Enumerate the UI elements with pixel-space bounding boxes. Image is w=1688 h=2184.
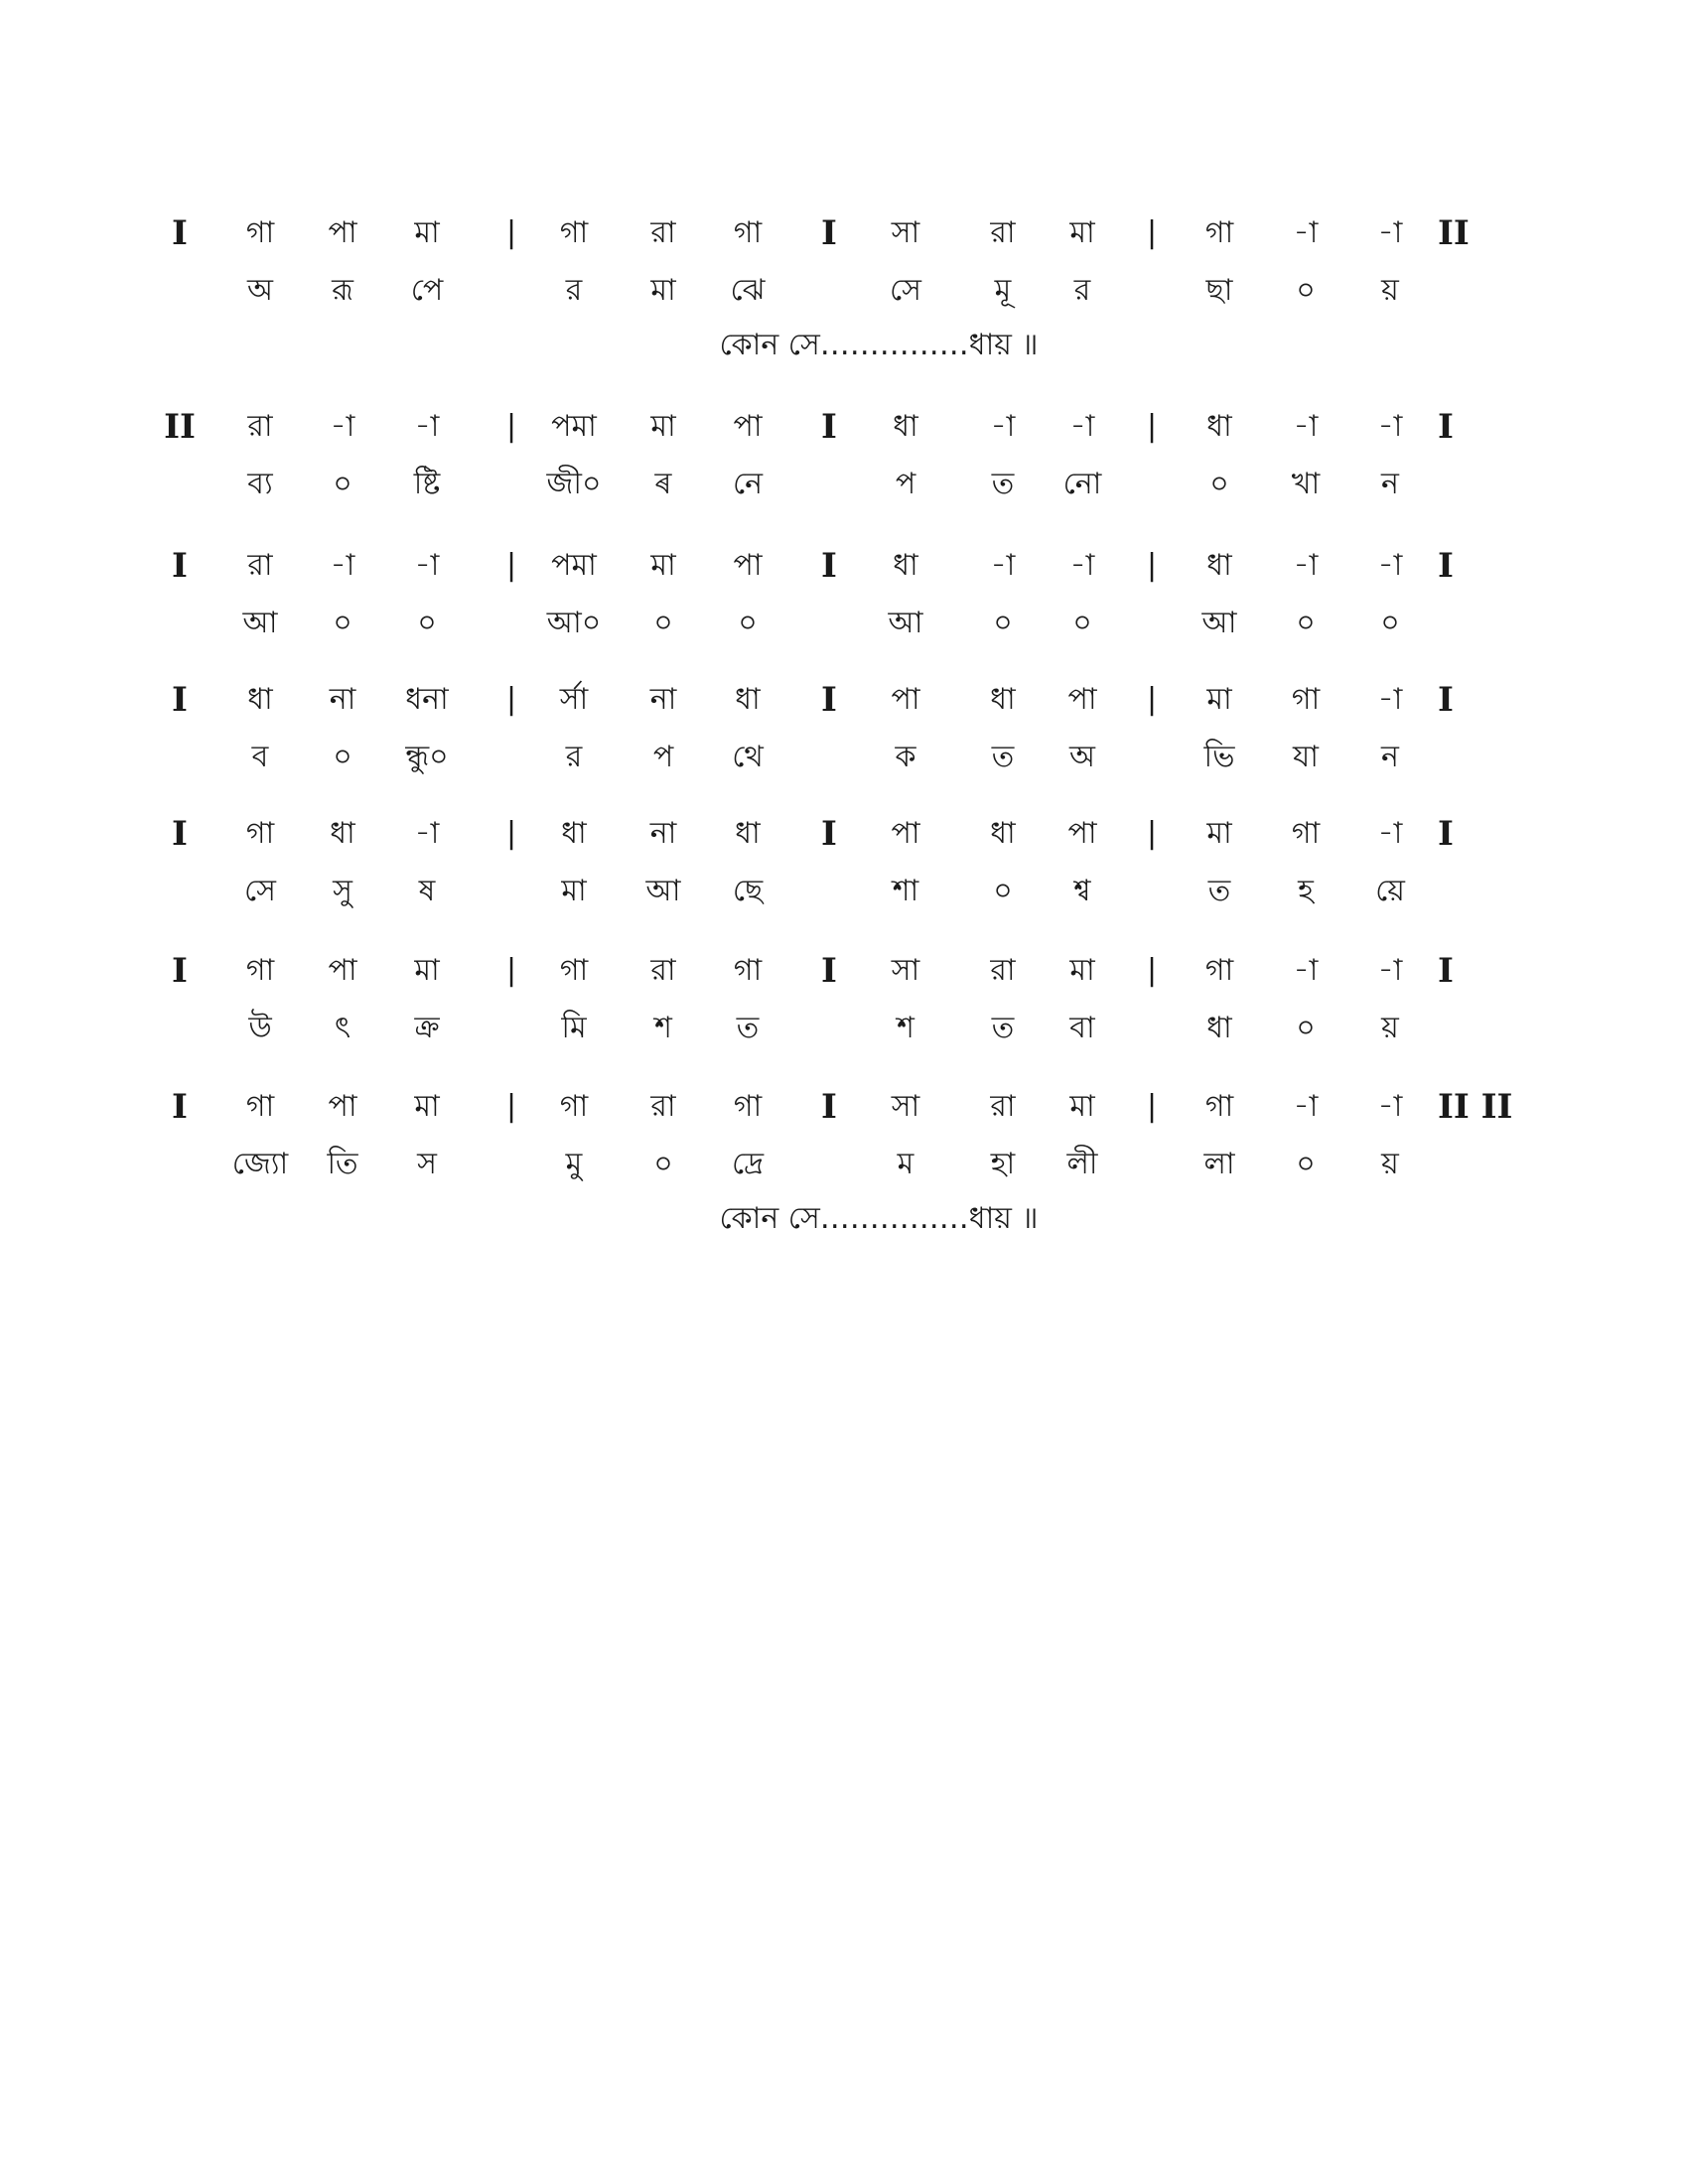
note: পা — [1067, 816, 1097, 851]
note: র্সা — [559, 682, 589, 717]
barline: | — [505, 215, 517, 250]
lyric-syllable: লা — [1203, 1147, 1235, 1181]
lyric-syllable: ক্র — [414, 1011, 440, 1045]
barline: I — [821, 814, 837, 854]
lyric-syllable: আ — [888, 606, 923, 640]
note: পা — [328, 1089, 357, 1124]
note: -া — [1377, 409, 1403, 444]
note-row — [0, 941, 1688, 1001]
barline: | — [1146, 953, 1158, 988]
lyric-syllable: জী০ — [546, 467, 602, 501]
note: গা — [245, 953, 275, 988]
note: -া — [1293, 1089, 1319, 1124]
barline: | — [505, 816, 517, 851]
lyric-syllable: থে — [732, 740, 764, 774]
lyric-syllable: ন — [1381, 467, 1399, 501]
barline: | — [1146, 1089, 1158, 1124]
lyric-syllable: হা — [990, 1147, 1016, 1181]
lyric-syllable: অ — [1069, 740, 1095, 774]
note: মা — [414, 1089, 440, 1124]
lyric-row — [0, 594, 1688, 653]
lyric-syllable: ম — [897, 1147, 914, 1181]
lyric-row — [0, 1135, 1688, 1194]
note: -া — [1377, 215, 1403, 250]
note: ধা — [735, 816, 761, 851]
note: গা — [1204, 1089, 1234, 1124]
note: মা — [1206, 682, 1232, 717]
barline: I — [821, 407, 837, 447]
lyric-syllable: র — [565, 273, 583, 308]
note: রা — [650, 215, 676, 250]
lyric-syllable: খা — [1291, 467, 1321, 501]
lyric-syllable: ষ্টি — [413, 467, 441, 501]
note: -া — [990, 409, 1016, 444]
start-barline: I — [172, 951, 188, 991]
lyric-syllable: ষ — [418, 874, 436, 908]
lyric-syllable: ব্য — [247, 467, 273, 501]
end-barline: I — [1438, 680, 1454, 720]
note: -া — [1377, 816, 1403, 851]
lyric-syllable: প — [652, 740, 674, 774]
lyric-row — [0, 455, 1688, 514]
lyric-syllable: ০ — [1209, 467, 1229, 501]
note: -া — [1293, 215, 1319, 250]
start-barline: II — [164, 407, 196, 447]
note: -া — [1377, 682, 1403, 717]
note: ধনা — [405, 682, 449, 717]
note: মা — [1069, 953, 1095, 988]
note: -া — [414, 816, 440, 851]
lyric-syllable: বা — [1069, 1011, 1095, 1045]
lyric-syllable: আ — [242, 606, 278, 640]
note: পা — [891, 682, 920, 717]
barline: | — [505, 953, 517, 988]
lyric-syllable: সু — [333, 874, 352, 908]
barline: I — [821, 951, 837, 991]
lyric-syllable: ০ — [653, 1147, 673, 1181]
lyric-syllable: ০ — [1296, 1147, 1316, 1181]
lyric-syllable: প — [895, 467, 916, 501]
note: ধা — [330, 816, 355, 851]
end-barline: I — [1438, 407, 1454, 447]
lyric-syllable: ছা — [1205, 273, 1233, 308]
note: মা — [414, 953, 440, 988]
end-barline: I — [1438, 814, 1454, 854]
start-barline: I — [172, 546, 188, 586]
lyric-syllable: হ — [1298, 874, 1314, 908]
lyric-syllable: ত — [991, 740, 1015, 774]
refrain-line: কোন সে……………ধায় ॥ — [719, 1201, 1039, 1236]
note: ধা — [990, 816, 1016, 851]
lyric-syllable: নে — [732, 467, 764, 501]
note: রা — [650, 953, 676, 988]
lyric-syllable: ত — [1207, 874, 1231, 908]
refrain-line: কোন সে……………ধায় ॥ — [719, 328, 1039, 362]
end-barline: II II — [1438, 1087, 1513, 1127]
start-barline: I — [172, 680, 188, 720]
lyric-syllable: ব — [251, 740, 269, 774]
note: না — [329, 682, 356, 717]
lyric-syllable: সে — [244, 874, 276, 908]
note: মা — [650, 548, 676, 583]
note: -া — [1293, 409, 1319, 444]
lyric-syllable: তি — [327, 1147, 358, 1181]
note-row — [0, 1077, 1688, 1137]
lyric-syllable: লী — [1066, 1147, 1098, 1181]
note: -া — [1377, 953, 1403, 988]
lyric-syllable: ত — [991, 467, 1015, 501]
barline: | — [1146, 682, 1158, 717]
note: গা — [559, 953, 589, 988]
lyric-syllable: য় — [1381, 1011, 1399, 1045]
end-barline: I — [1438, 546, 1454, 586]
note: গা — [559, 215, 589, 250]
note: গা — [245, 215, 275, 250]
barline: I — [821, 213, 837, 253]
lyric-syllable: ০ — [333, 740, 352, 774]
lyric-syllable: ০ — [333, 467, 352, 501]
lyric-syllable: মূ — [994, 273, 1012, 308]
note: পা — [733, 409, 763, 444]
lyric-syllable: শ — [897, 1011, 914, 1045]
note: -া — [1069, 409, 1095, 444]
note: পা — [328, 215, 357, 250]
lyric-row — [0, 728, 1688, 787]
lyric-syllable: য়ে — [1375, 874, 1405, 908]
lyric-syllable: দ্রে — [731, 1147, 765, 1181]
lyric-syllable: মা — [561, 874, 587, 908]
lyric-syllable: সে — [890, 273, 921, 308]
note: -া — [1069, 548, 1095, 583]
note: ধা — [561, 816, 587, 851]
note: -া — [1377, 1089, 1403, 1124]
note: পা — [891, 816, 920, 851]
end-barline: II — [1438, 213, 1470, 253]
lyric-syllable: মা — [650, 273, 676, 308]
note: গা — [245, 1089, 275, 1124]
note: না — [649, 682, 677, 717]
lyric-syllable: শা — [892, 874, 919, 908]
barline: I — [821, 680, 837, 720]
note: গা — [733, 215, 763, 250]
note: -া — [1293, 548, 1319, 583]
start-barline: I — [172, 213, 188, 253]
barline: | — [505, 548, 517, 583]
lyric-syllable: য় — [1381, 273, 1399, 308]
note: রা — [650, 1089, 676, 1124]
note: পা — [733, 548, 763, 583]
lyric-syllable: মু — [565, 1147, 583, 1181]
lyric-syllable: শ — [654, 1011, 672, 1045]
start-barline: I — [172, 814, 188, 854]
lyric-syllable: ৎ — [334, 1011, 352, 1045]
lyric-syllable: মি — [561, 1011, 587, 1045]
barline: I — [821, 1087, 837, 1127]
barline: I — [821, 546, 837, 586]
lyric-syllable: আ — [645, 874, 681, 908]
lyric-syllable: য় — [1381, 1147, 1399, 1181]
barline: | — [505, 682, 517, 717]
note: -া — [414, 548, 440, 583]
note: ধা — [735, 682, 761, 717]
note: গা — [1204, 215, 1234, 250]
lyric-syllable: ত — [991, 1011, 1015, 1045]
note: ধা — [990, 682, 1016, 717]
lyric-syllable: উ — [248, 1011, 272, 1045]
lyric-syllable: ০ — [333, 606, 352, 640]
note: -া — [1377, 548, 1403, 583]
lyric-syllable: ০ — [1380, 606, 1400, 640]
note: মা — [650, 409, 676, 444]
note: গা — [1291, 816, 1321, 851]
note: গা — [733, 1089, 763, 1124]
lyric-syllable: র — [1073, 273, 1091, 308]
lyric-syllable: ০ — [738, 606, 758, 640]
lyric-syllable: ০ — [993, 606, 1013, 640]
lyric-syllable: ছে — [732, 874, 764, 908]
lyric-syllable: ৰ — [654, 467, 672, 501]
note: সা — [891, 215, 920, 250]
lyric-syllable: ঝে — [730, 273, 766, 308]
note: -া — [330, 409, 355, 444]
note: ধা — [893, 409, 918, 444]
barline: | — [1146, 409, 1158, 444]
note: মা — [1069, 1089, 1095, 1124]
note: রা — [247, 409, 273, 444]
note: রা — [990, 1089, 1016, 1124]
lyric-syllable: ০ — [1296, 1011, 1316, 1045]
note: সা — [891, 1089, 920, 1124]
note: ধা — [1206, 548, 1232, 583]
note: রা — [247, 548, 273, 583]
note: পমা — [551, 548, 597, 583]
note: মা — [1206, 816, 1232, 851]
lyric-syllable: ০ — [1296, 273, 1316, 308]
barline: | — [1146, 548, 1158, 583]
note-row — [0, 804, 1688, 864]
note: গা — [733, 953, 763, 988]
lyric-syllable: নো — [1062, 467, 1102, 501]
note: পা — [328, 953, 357, 988]
lyric-syllable: ন্ধু০ — [405, 740, 449, 774]
lyric-syllable: জ্যো — [231, 1147, 289, 1181]
lyric-syllable: ০ — [417, 606, 437, 640]
lyric-row — [0, 862, 1688, 921]
lyric-syllable: ভি — [1203, 740, 1235, 774]
lyric-syllable: ত — [736, 1011, 760, 1045]
note: মা — [1069, 215, 1095, 250]
barline: | — [1146, 816, 1158, 851]
lyric-syllable: আ০ — [546, 606, 602, 640]
note: গা — [1291, 682, 1321, 717]
lyric-syllable: স — [417, 1147, 437, 1181]
lyric-syllable: রূ — [332, 273, 353, 308]
note-row — [0, 204, 1688, 263]
barline: | — [505, 409, 517, 444]
lyric-syllable: ন — [1381, 740, 1399, 774]
barline: | — [505, 1089, 517, 1124]
lyric-syllable: যা — [1293, 740, 1319, 774]
lyric-syllable: আ — [1201, 606, 1237, 640]
note: -া — [414, 409, 440, 444]
lyric-syllable: ০ — [993, 874, 1013, 908]
barline: | — [1146, 215, 1158, 250]
note: ধা — [247, 682, 273, 717]
note: গা — [245, 816, 275, 851]
note: -া — [330, 548, 355, 583]
note: পা — [1067, 682, 1097, 717]
note-row — [0, 397, 1688, 457]
lyric-syllable: অ — [247, 273, 273, 308]
note: না — [649, 816, 677, 851]
lyric-syllable: ক — [895, 740, 916, 774]
end-barline: I — [1438, 951, 1454, 991]
lyric-syllable: র — [565, 740, 583, 774]
lyric-syllable: ০ — [1072, 606, 1092, 640]
note: গা — [1204, 953, 1234, 988]
note-row — [0, 536, 1688, 596]
note: রা — [990, 215, 1016, 250]
lyric-row — [0, 261, 1688, 321]
lyric-syllable: পে — [410, 273, 444, 308]
lyric-syllable: শ্ব — [1073, 874, 1091, 908]
note: ধা — [1206, 409, 1232, 444]
start-barline: I — [172, 1087, 188, 1127]
lyric-syllable: ০ — [1296, 606, 1316, 640]
lyric-syllable: ০ — [653, 606, 673, 640]
note: মা — [414, 215, 440, 250]
note: পমা — [551, 409, 597, 444]
note: সা — [891, 953, 920, 988]
lyric-syllable: ধা — [1206, 1011, 1232, 1045]
note-row — [0, 670, 1688, 730]
note: -া — [1293, 953, 1319, 988]
note: রা — [990, 953, 1016, 988]
note: ধা — [893, 548, 918, 583]
note: গা — [559, 1089, 589, 1124]
lyric-row — [0, 999, 1688, 1058]
note: -া — [990, 548, 1016, 583]
